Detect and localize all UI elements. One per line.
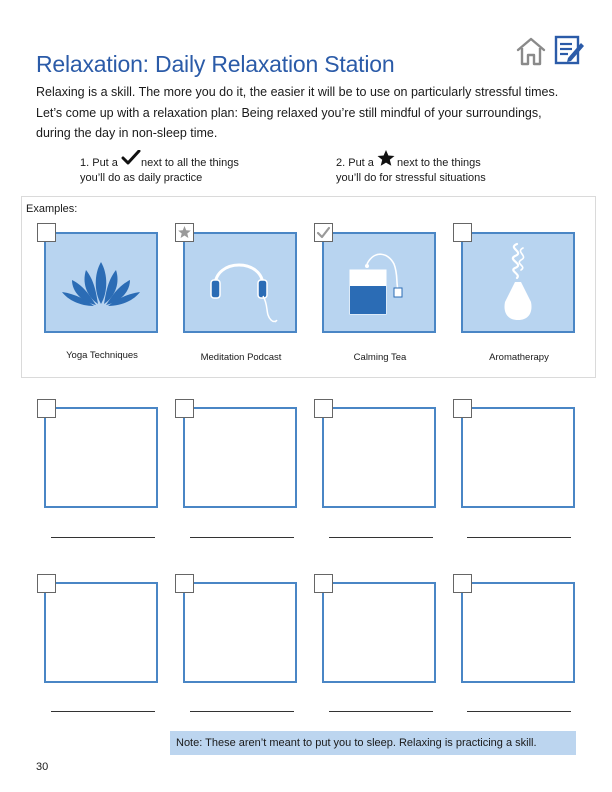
blank-checkbox[interactable] [175, 399, 194, 418]
instruction-suffix: next to the things [396, 157, 481, 169]
checkmark-icon [121, 156, 141, 166]
blank-card[interactable] [44, 407, 158, 508]
examples-label: Examples: [26, 203, 78, 215]
checkmark-icon [315, 224, 332, 241]
example-checkbox[interactable] [37, 223, 56, 242]
home-icon[interactable] [515, 36, 547, 66]
example-checkbox[interactable] [453, 223, 472, 242]
edit-document-icon[interactable] [554, 34, 586, 66]
blank-card[interactable] [44, 582, 158, 683]
blank-label-line[interactable] [51, 711, 155, 712]
blank-label-line[interactable] [467, 711, 571, 712]
blank-checkbox[interactable] [314, 399, 333, 418]
page-number: 30 [36, 761, 49, 773]
instruction-stressful [336, 156, 486, 186]
star-icon [176, 224, 193, 241]
example-card-yoga [44, 232, 158, 333]
example-card-tea [322, 232, 436, 333]
blank-checkbox[interactable] [314, 574, 333, 593]
blank-label-line[interactable] [329, 711, 433, 712]
instruction-prefix: 2. Put a [336, 157, 374, 169]
blank-card[interactable] [322, 582, 436, 683]
blank-card[interactable] [322, 407, 436, 508]
intro-paragraph: Relaxing is a skill. The more you do it, the easier it will be to use on particularly stressful times. Let’s come up with a relaxation plan: Being relaxed you’re still mindful of your surroundings, during the day in non-sleep time. [36, 85, 559, 140]
tea-bag-icon [324, 234, 434, 331]
diffuser-icon [463, 234, 573, 331]
instruction-prefix: 1. Put a [80, 157, 118, 169]
example-caption: Calming Tea [353, 352, 407, 363]
blank-card[interactable] [183, 582, 297, 683]
lotus-icon [46, 234, 156, 331]
example-caption: Meditation Podcast [200, 352, 282, 363]
blank-checkbox[interactable] [453, 399, 472, 418]
blank-card[interactable] [461, 582, 575, 683]
instruction-line2: you’ll do as daily practice [80, 172, 203, 184]
example-card-podcast [183, 232, 297, 333]
blank-checkbox[interactable] [37, 574, 56, 593]
star-icon [377, 156, 397, 166]
blank-label-line[interactable] [190, 537, 294, 538]
blank-label-line[interactable] [329, 537, 433, 538]
instruction-line2: you’ll do for stressful situations [336, 172, 486, 184]
instruction-suffix: next to all the things [140, 157, 239, 169]
example-card-aromatherapy [461, 232, 575, 333]
blank-checkbox[interactable] [37, 399, 56, 418]
blank-label-line[interactable] [190, 711, 294, 712]
blank-label-line[interactable] [467, 537, 571, 538]
instruction-daily [80, 156, 239, 186]
blank-label-line[interactable] [51, 537, 155, 538]
blank-card[interactable] [461, 407, 575, 508]
example-checkbox[interactable] [175, 223, 194, 242]
page-title: Relaxation: Daily Relaxation Station [36, 51, 395, 78]
note-banner: Note: These aren’t meant to put you to sleep. Relaxing is practicing a skill. [170, 731, 576, 755]
blank-checkbox[interactable] [453, 574, 472, 593]
example-caption: Aromatherapy [489, 352, 549, 363]
blank-checkbox[interactable] [175, 574, 194, 593]
example-caption: Yoga Techniques [66, 350, 138, 361]
blank-card[interactable] [183, 407, 297, 508]
headphones-icon [185, 234, 295, 331]
example-checkbox[interactable] [314, 223, 333, 242]
